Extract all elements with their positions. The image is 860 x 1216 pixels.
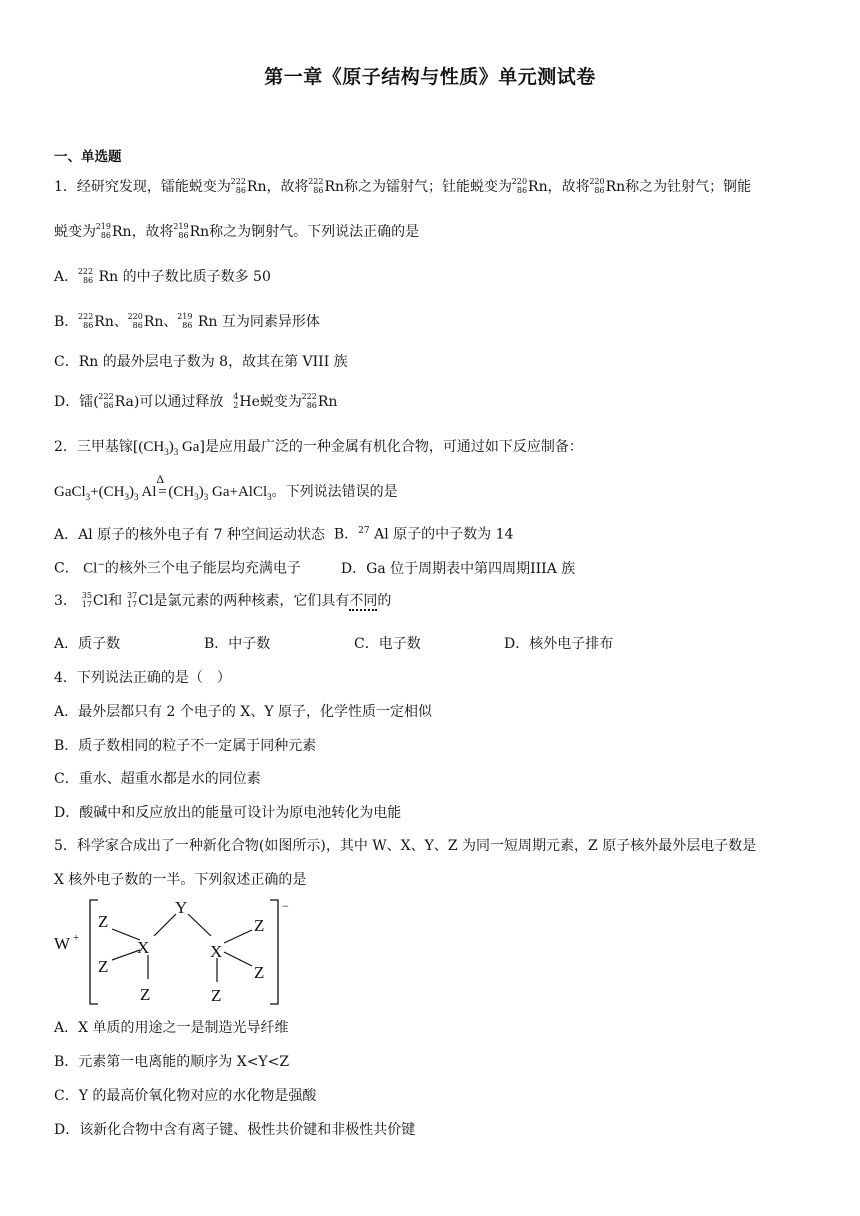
q5-stem-line2: X 核外电子数的一半。下列叙述正确的是: [54, 872, 307, 888]
z-atom: Z: [211, 986, 222, 1005]
q2-stem-line1: 2．三甲基镓[$(CH_3)_3$ Ga]是应用最广泛的一种金属有机化合物，可通过如下反应制备：: [54, 439, 583, 457]
z-atom: Z: [254, 963, 265, 982]
q3-option-d[interactable]: D．核外电子排布: [504, 636, 614, 652]
q1-option-d[interactable]: D．镭( 222 86 Ra)可以通过释放 4 2 He蜕变为 222 86 Rn: [54, 392, 338, 410]
nuclide: 219 86 Rn: [173, 222, 210, 240]
q5-option-a[interactable]: A．X 单质的用途之一是制造光导纤维: [54, 1020, 289, 1036]
q1-text: 1．经研究发现，镭能蜕变为: [54, 179, 231, 195]
w-charge: +: [73, 932, 80, 944]
q2-option-c[interactable]: C． Cl−的核外三个电子能层均充满电子: [54, 560, 301, 577]
q3-option-b[interactable]: B．中子数: [204, 636, 271, 652]
right-bracket: [270, 900, 278, 1004]
q3-stem: 3． 35 17 Cl和 37 17 Cl是氯元素的两种核素，它们具有不同的: [54, 591, 392, 609]
q1-option-c[interactable]: C．Rn 的最外层电子数为 8，故其在第 VIII 族: [54, 354, 348, 370]
nuclide: 220 86 Rn: [511, 177, 548, 195]
left-bracket: [90, 900, 98, 1004]
z-atom: Z: [98, 912, 109, 931]
nuclide: 222 86 Rn: [301, 392, 338, 410]
emphasis-dots: 不同: [349, 593, 378, 609]
q3-option-a[interactable]: A．质子数: [54, 636, 121, 652]
q3-options: [54, 634, 613, 654]
x-atom: X: [137, 938, 150, 957]
q2-equation-line: $GaCl_3+(CH_3)_3$ Al Δ = $(CH_3)_3$ Ga+AlCl$_3$。下列说法错误的是: [54, 482, 398, 507]
q4-option-a[interactable]: A．最外层都只有 2 个电子的 X、Y 原子，化学性质一定相似: [54, 704, 433, 720]
nuclide: 219 86 Rn: [177, 312, 218, 330]
y-atom: Y: [175, 898, 188, 917]
q5-option-d[interactable]: D．该新化合物中含有离子键、极性共价键和非极性共价键: [54, 1122, 416, 1138]
nuclide: 220 86 Rn: [589, 177, 626, 195]
nuclide: 4 2 He: [233, 392, 260, 410]
nuclide: 222 86 Rn: [230, 177, 267, 195]
page-title: 第一章《原子结构与性质》单元测试卷: [264, 66, 596, 88]
q2-options-cd: [54, 555, 575, 579]
q5-stem-line1: 5．科学家合成出了一种新化合物(如图所示)，其中 W、X、Y、Z 为同一短周期元素，Z 原子核外最外层电子数是: [54, 838, 757, 854]
q1-stem-line2: 蜕变为 219 86 Rn，故将 219 86 Rn称之为锕射气。下列说法正确的是: [54, 222, 420, 240]
q1-option-b[interactable]: B． 222 86 Rn、 220 86 Rn、 219 86 Rn 互为同素异形体: [54, 312, 320, 330]
q1-option-a[interactable]: A． 222 86 Rn 的中子数比质子数多 50: [54, 267, 271, 285]
q4-stem: 4．下列说法正确的是（ ）: [54, 670, 231, 686]
nuclide: 35 17 Cl: [81, 591, 109, 609]
trimethyl-group: $(CH_3)_3$ Ga: [138, 439, 200, 457]
nuclide: 222 86 Ra: [98, 392, 134, 410]
nuclide: 220 86 Rn: [127, 312, 164, 330]
q5-option-c[interactable]: C．Y 的最高价氧化物对应的水化物是强酸: [54, 1088, 317, 1104]
q4-option-d[interactable]: D．酸碱中和反应放出的能量可设计为原电池转化为电能: [54, 805, 402, 821]
q4-option-c[interactable]: C．重水、超重水都是水的同位素: [54, 771, 261, 787]
nuclide: 219 86 Rn: [95, 222, 132, 240]
nuclide: 37 17 Cl: [126, 591, 154, 609]
q2-option-b[interactable]: B．$^{27}$ Al 原子的中子数为 14: [333, 526, 514, 543]
q2-option-d[interactable]: D．Ga 位于周期表中第四周期IIIA 族: [340, 560, 576, 577]
anion-charge: −: [282, 899, 289, 913]
x-atom: X: [210, 942, 223, 961]
q1-stem-line1: 1．经研究发现，镭能蜕变为 222 86 Rn，故将 222 86 Rn称之为镭射气；钍能蜕变为 220 86 Rn，故将 220 86 Rn称之为钍射气；锕能: [54, 177, 752, 195]
nuclide: 222 86 Rn: [308, 177, 345, 195]
nuclide: 222 86 Rn: [78, 312, 114, 330]
q2-options-ab: [54, 521, 513, 545]
heat-symbol: Δ: [156, 472, 165, 486]
q3-option-c[interactable]: C．电子数: [354, 636, 421, 652]
z-atom: Z: [140, 985, 151, 1004]
q4-option-b[interactable]: B．质子数相同的粒子不一定属于同种元素: [54, 738, 317, 754]
z-atom: Z: [98, 957, 109, 976]
nuclide: 222 86 Rn: [77, 267, 119, 285]
w-atom: W: [54, 934, 71, 953]
section-heading: 一、单选题: [54, 149, 122, 165]
compound-structure-diagram: [54, 896, 314, 1008]
z-atom: Z: [254, 916, 265, 935]
reaction-equation: $GaCl_3+(CH_3)_3$ Al Δ = $(CH_3)_3$ Ga+AlCl$_3$: [54, 484, 272, 500]
q2-option-a[interactable]: A．Al 原子的核外电子有 7 种空间运动状态: [54, 526, 325, 543]
q5-option-b[interactable]: B．元素第一电离能的顺序为 X<Y<Z: [54, 1054, 290, 1070]
